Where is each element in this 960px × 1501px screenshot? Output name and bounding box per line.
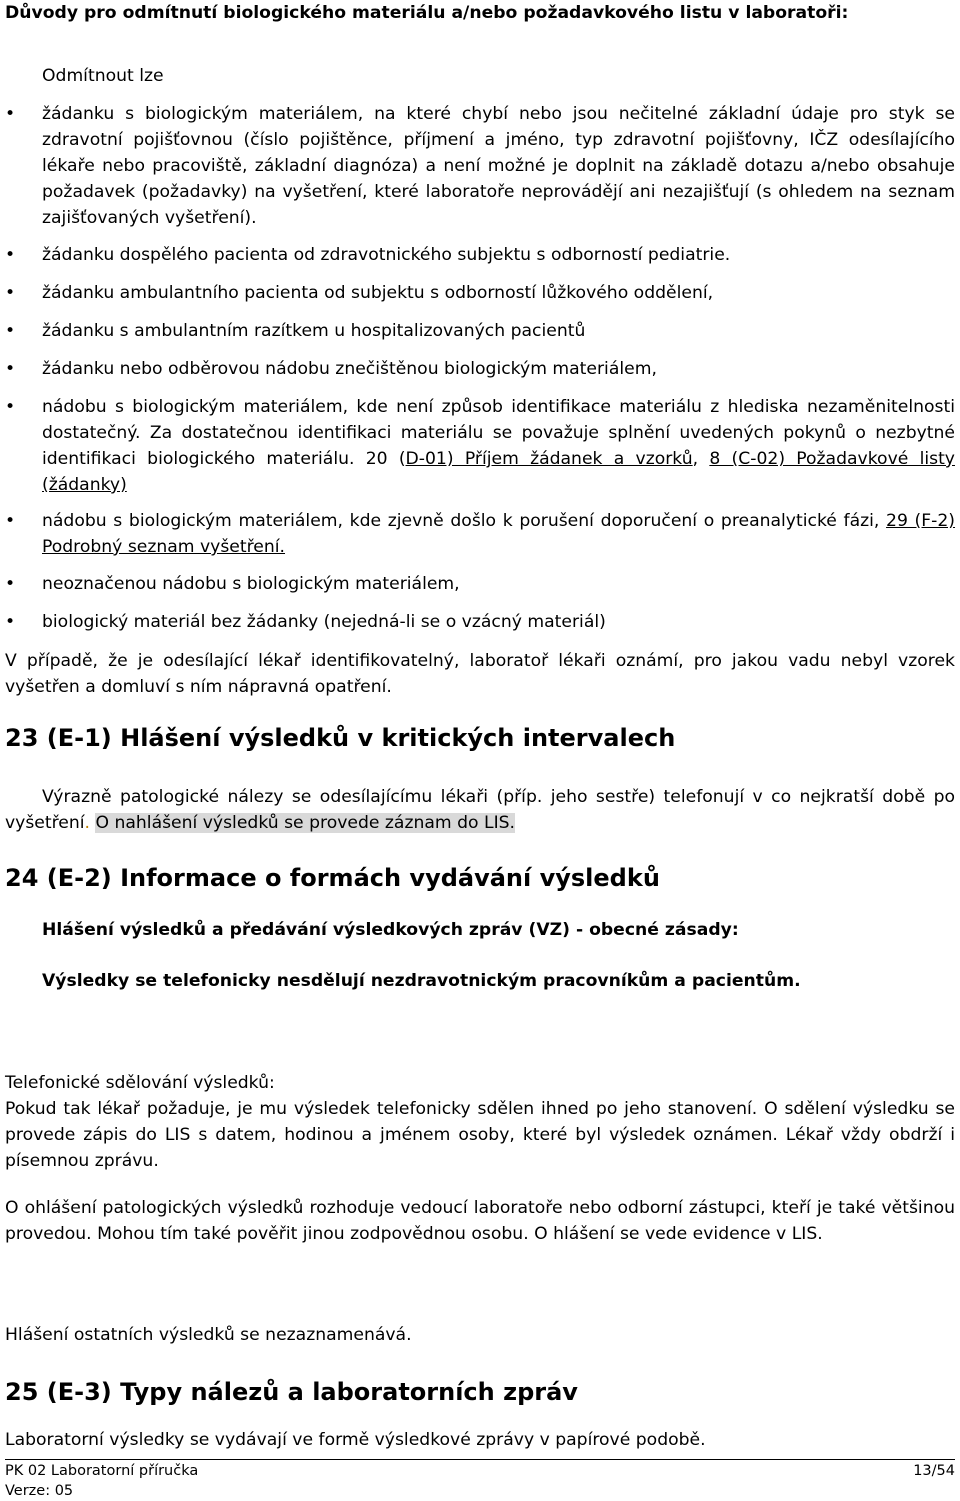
bullet-icon: • <box>5 612 16 632</box>
section-25-heading: 25 (E-3) Typy nálezů a laboratorních zpráv <box>5 1378 578 1406</box>
list-item: • nádobu s biologickým materiálem, kde není způsob identifikace materiálu z hlediska nezaměnitelnosti dostatečný. Za dostatečnou identifikaci materiálu se považuje splnění uvedených pokynů o nezbytné identifikaci biologického materiálu. 20 (D-01) Příjem žádanek a vzorků, 8 (C-02) Požadavkové listy (žádanky) <box>5 394 955 498</box>
bullet-icon: • <box>5 245 16 265</box>
link-d01[interactable]: D-01) Příjem žádanek a vzorků <box>405 449 693 469</box>
section-25-text: Laboratorní výsledky se vydávají ve formě výsledkové zprávy v papírové podobě. <box>5 1430 706 1450</box>
bullet-icon: • <box>5 511 16 531</box>
footer-page-number: 13/54 <box>913 1463 955 1479</box>
section-24-heading: 24 (E-2) Informace o formách vydávání výsledků <box>5 864 660 892</box>
list-item: • biologický materiál bez žádanky (nejedná-li se o vzácný materiál) <box>5 609 955 635</box>
bullet-icon: • <box>5 397 16 417</box>
footer-doc-name: PK 02 Laboratorní příručka <box>5 1463 199 1479</box>
phone-title: Telefonické sdělování výsledků: <box>5 1073 275 1093</box>
list-item: • žádanku s ambulantním razítkem u hospitalizovaných pacientů <box>5 318 955 344</box>
footer-version: Verze: 05 <box>5 1483 74 1499</box>
list-item: • žádanku nebo odběrovou nádobu znečištěnou biologickým materiálem, <box>5 356 955 382</box>
list-item: • neoznačenou nádobu s biologickým materiálem, <box>5 571 955 597</box>
footer-divider <box>5 1459 955 1460</box>
link-f2[interactable]: 29 (F-2) Podrobný seznam vyšetření. <box>42 511 955 557</box>
list-item: • žádanku ambulantního pacienta od subjektu s odborností lůžkového oddělení, <box>5 280 955 306</box>
after-list-text: V případě, že je odesílající lékař identifikovatelný, laboratoř lékaři oznámí, pro jakou vadu nebyl vzorek vyšetřen a domluví s ním nápravná opatření. <box>5 651 955 697</box>
bullet-icon: • <box>5 283 16 303</box>
list-item: • nádobu s biologickým materiálem, kde zjevně došlo k porušení doporučení o preanalytické fázi, 29 (F-2) Podrobný seznam vyšetření. <box>5 508 955 560</box>
section-24-subheading: Hlášení výsledků a předávání výsledkových zpráv (VZ) - obecné zásady: <box>42 920 739 940</box>
link-c02[interactable]: 8 (C-02) Požadavkové listy (žádanky) <box>42 449 955 495</box>
footer <box>5 1461 955 1481</box>
section-23-heading: 23 (E-1) Hlášení výsledků v kritických intervalech <box>5 724 676 752</box>
intro-lead: Odmítnout lze <box>42 66 164 86</box>
pathology-text: O ohlášení patologických výsledků rozhoduje vedoucí laboratoře nebo odborní zástupci, kteří je také většinou provedou. Mohou tím také pověřit jinou zodpovědnou osobu. O hlášení se vede evidence v LIS. <box>5 1198 955 1244</box>
bullet-icon: • <box>5 104 16 124</box>
other-results-text: Hlášení ostatních výsledků se nezaznamenává. <box>5 1325 412 1345</box>
list-item: • žádanku dospělého pacienta od zdravotnického subjektu s odborností pediatrie. <box>5 242 955 268</box>
bullet-icon: • <box>5 574 16 594</box>
bullet-icon: • <box>5 321 16 341</box>
intro-heading: Důvody pro odmítnutí biologického materiálu a/nebo požadavkového listu v laboratoři: <box>5 3 849 23</box>
bullet-icon: • <box>5 359 16 379</box>
phone-text: Pokud tak lékař požaduje, je mu výsledek telefonicky sdělen ihned po jeho stanovení. O sdělení výsledku se provede zápis do LIS s datem, hodinou a jménem osoby, které byl výsledek oznámen. Lékař vždy obdrží i písemnou zprávu. <box>5 1099 955 1171</box>
section-24-notice: Výsledky se telefonicky nesdělují nezdravotnickým pracovníkům a pacientům. <box>42 971 801 991</box>
list-item: • žádanku s biologickým materiálem, na které chybí nebo jsou nečitelné základní údaje pro styk se zdravotní pojišťovnou (číslo pojištěnce, příjmení a jméno, typ zdravotní pojišťovny, IČZ odesílajícího lékaře nebo pracoviště, základní diagnóza) a není možné je doplnit na základě dotazu a/nebo obsahuje požadavek (požadavky) na vyšetření, které laboratoře neprovádějí ani nezajišťují (s ohledem na seznam zajišťovaných vyšetření). <box>5 101 955 231</box>
highlighted-text: O nahlášení výsledků se provede záznam do LIS. <box>95 813 516 833</box>
section-23-text: Výrazně patologické nálezy se odesílajícímu lékaři (příp. jeho sestře) telefonují v co nejkratší době po vyšetření. O nahlášení výsledků se provede záznam do LIS. <box>5 787 955 833</box>
